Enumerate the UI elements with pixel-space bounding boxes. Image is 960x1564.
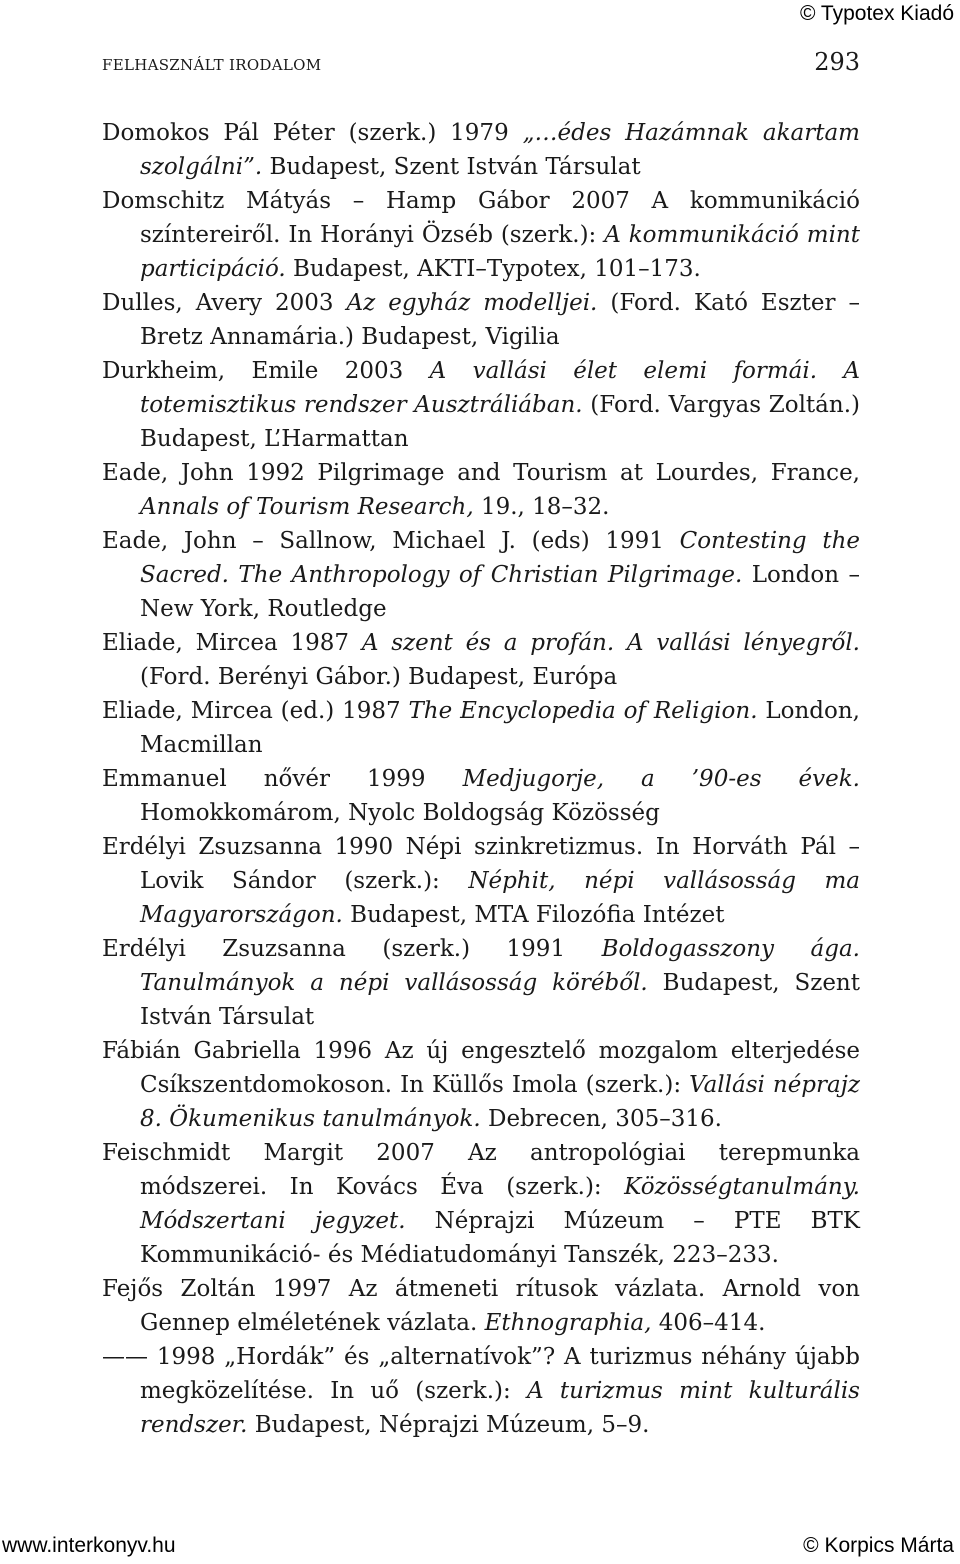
entry-text: Homokkomárom, Nyolc Boldogság Közösség [140,800,660,826]
entry-text: (Ford. Vargyas Zoltán.) Budapest, L’Harmattan [140,392,860,452]
bibliography-entry [102,354,860,456]
entry-text: Erdélyi Zsuzsanna 1990 Népi szinkretizmus. In Horváth Pál – Lovik Sándor (szerk.): [102,834,860,894]
bibliography-entry [102,626,860,694]
bibliography-entry [102,184,860,286]
entry-text: Domokos Pál Péter (szerk.) 1979 [102,120,523,146]
bibliography-entry [102,1272,860,1340]
website-url[interactable]: www.interkonyv.hu [2,1534,176,1557]
entry-title-italic: Annals of Tourism Research, [140,494,474,520]
entry-text: Eade, John – Sallnow, Michael J. (eds) 1991 [102,528,680,554]
entry-text: Erdélyi Zsuzsanna (szerk.) 1991 [102,936,602,962]
entry-text: Feischmidt Margit 2007 Az antropológiai terepmunka módszerei. In Kovács Éva (szerk.): [102,1140,860,1200]
entry-text: Eade, John 1992 Pilgrimage and Tourism at Lourdes, France, [102,460,860,486]
entry-text: Budapest, MTA Filozófia Intézet [342,902,725,928]
entry-text: Domschitz Mátyás – Hamp Gábor 2007 A kommunikáció színtereiről. In Horányi Özséb (szerk.): [102,188,860,248]
bibliography-entry [102,1034,860,1136]
entry-title-italic: „…édes Hazámnak akartam szolgálni”. [140,120,860,180]
copyright-author: © Korpics Márta [803,1534,954,1557]
entry-title-italic: A vallási élet elemi formái. A totemisztikus rendszer Ausztráliában. [140,358,860,418]
bibliography-entry [102,116,860,184]
entry-title-italic: Vallási néprajz 8. Ökumenikus tanulmányok. [140,1072,860,1132]
bibliography-entry [102,524,860,626]
bibliography-entry [102,762,860,830]
entry-title-italic: A kommunikáció mint participáció. [140,222,860,282]
entry-text: Budapest, Szent István Társulat [262,154,641,180]
entry-title-italic: Az egyház modelljei. [346,290,598,316]
entry-text: Eliade, Mircea (ed.) 1987 [102,698,409,724]
bibliography-entry [102,830,860,932]
copyright-publisher: © Typotex Kiadó [799,2,954,25]
running-head [102,48,860,80]
entry-text: London – New York, Routledge [140,562,860,622]
entry-title-italic: Boldogasszony ága. Tanulmányok a népi vallásosság köréből. [140,936,860,996]
entry-text: Fejős Zoltán 1997 Az átmeneti rítusok vázlata. Arnold von Gennep elméletének vázlata. [102,1276,860,1336]
entry-title-italic: Közösségtanulmány. Módszertani jegyzet. [140,1174,860,1234]
entry-text: —— 1998 „Hordák” és „alternatívok”? A turizmus néhány újabb megközelítése. In uő (szerk.): [102,1344,860,1404]
bibliography-entry [102,694,860,762]
entry-text: 406–414. [651,1310,766,1336]
entry-text: London, Macmillan [140,698,860,758]
entry-title-italic: A szent és a profán. A vallási lényegről. [361,630,860,656]
entry-text: Budapest, AKTI–Typotex, 101–173. [285,256,701,282]
bibliography-list [102,116,860,1442]
entry-text: Fábián Gabriella 1996 Az új engesztelő mozgalom elterjedése Csíkszentdomokoson. In Küllős Imola (szerk.): [102,1038,860,1098]
entry-text: Budapest, Szent István Társulat [140,970,860,1030]
entry-text: Dulles, Avery 2003 [102,290,347,316]
bibliography-entry [102,932,860,1034]
bibliography-entry [102,1136,860,1272]
entry-title-italic: Contesting the Sacred. The Anthropology of Christian Pilgrimage. [140,528,860,588]
entry-text: Emmanuel nővér 1999 [102,766,463,792]
bibliography-entry [102,286,860,354]
entry-text: Durkheim, Emile 2003 [102,358,430,384]
page-number: 293 [814,48,860,76]
bibliography-entry [102,456,860,524]
entry-title-italic: A turizmus mint kulturális rendszer. [140,1378,860,1438]
entry-text: Néprajzi Múzeum – PTE BTK Kommunikáció- és Médiatudományi Tanszék, 223–233. [140,1208,860,1268]
running-head-title: FELHASZNÁLT IRODALOM [102,56,322,74]
entry-text: 19., 18–32. [473,494,610,520]
entry-title-italic: The Encyclopedia of Religion. [408,698,758,724]
entry-title-italic: Medjugorje, a ’90-es évek. [462,766,860,792]
entry-text: Eliade, Mircea 1987 [102,630,362,656]
entry-text: Debrecen, 305–316. [480,1106,722,1132]
entry-text: (Ford. Berényi Gábor.) Budapest, Európa [140,664,618,690]
entry-title-italic: Ethnographia, [484,1310,652,1336]
entry-text: (Ford. Kató Eszter – Bretz Annamária.) Budapest, Vigilia [140,290,861,350]
bibliography-entry [102,1340,860,1442]
entry-title-italic: Néphit, népi vallásosság ma Magyarországon. [140,868,860,928]
entry-text: Budapest, Néprajzi Múzeum, 5–9. [247,1412,650,1438]
